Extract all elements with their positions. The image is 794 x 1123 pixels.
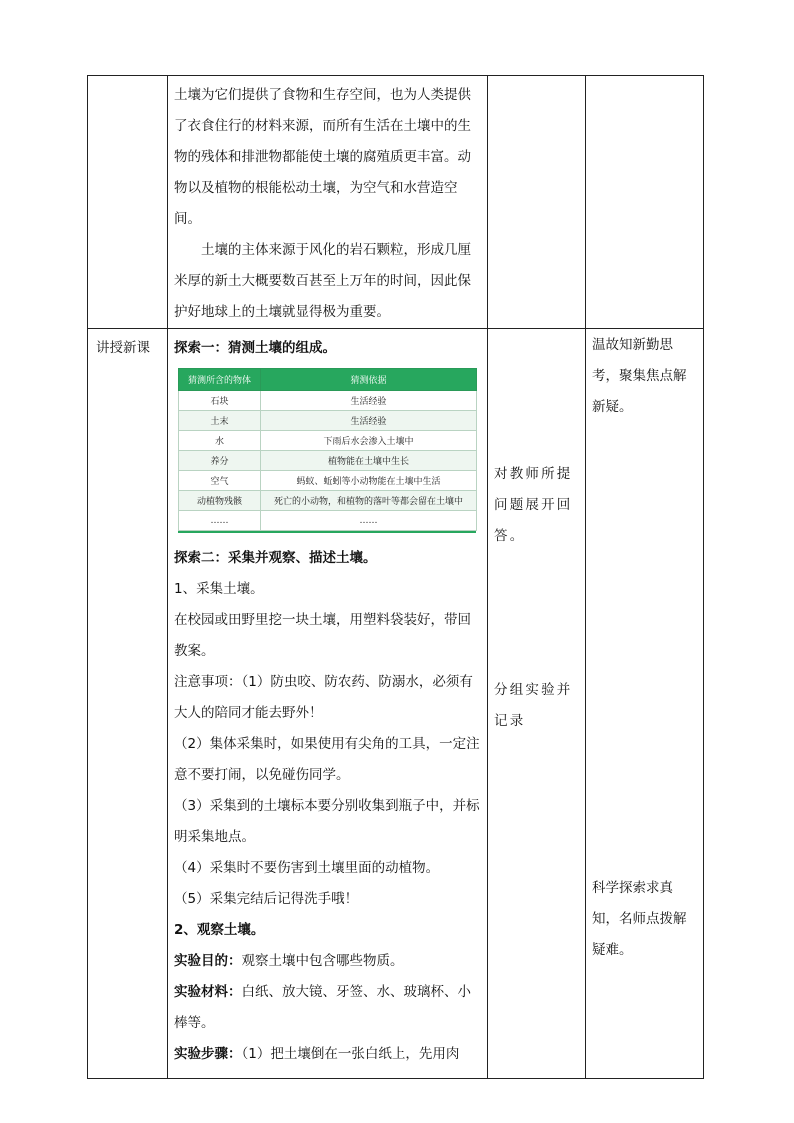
guess-item: 石块 xyxy=(179,391,261,411)
guess-item: 养分 xyxy=(179,451,261,471)
note-item: （2）集体采集时，如果使用有尖角的工具，一定注意不要打闹，以免碰伤同学。 xyxy=(174,736,480,783)
guess-table-row xyxy=(179,431,477,451)
paragraph: 土壤为它们提供了食物和生存空间，也为人类提供了衣食住行的材料来源，而所有生活在土壤中的生物的残体和排泄物都能使土壤的腐殖质更丰富。动物以及植物的根能松动土壤，为空气和水营造空间。 xyxy=(174,87,471,227)
guess-item: 土末 xyxy=(179,411,261,431)
guess-item: 空气 xyxy=(179,471,261,491)
guess-basis: 生活经验 xyxy=(261,411,477,431)
collect-text: 在校园或田野里挖一块土壤，用塑料袋装好，带回教案。 xyxy=(174,612,471,659)
student-activity-1: 对教师所提问题展开回答。 xyxy=(494,466,573,544)
guess-basis: 下雨后水会渗入土壤中 xyxy=(261,431,477,451)
lesson-plan-table xyxy=(87,75,704,1079)
steps-line xyxy=(174,1039,481,1070)
notes-text: 注意事项：（1）防虫咬、防农药、防溺水，必须有大人的陪同才能去野外！ xyxy=(174,674,473,721)
row1-activity-cell xyxy=(488,76,586,329)
design-intent-cell xyxy=(586,329,704,1079)
main-content-cell xyxy=(168,329,488,1079)
row1-label-cell xyxy=(88,76,168,329)
purpose-text: 观察土壤中包含哪些物质。 xyxy=(241,953,404,969)
guess-basis: …… xyxy=(261,511,477,531)
materials-line xyxy=(174,977,481,1039)
guess-table-row xyxy=(179,391,477,411)
materials-label: 实验材料： xyxy=(174,984,242,1000)
guess-basis: 死亡的小动物，和植物的落叶等都会留在土壤中 xyxy=(261,491,477,511)
guess-basis: 生活经验 xyxy=(261,391,477,411)
note-item: （3）采集到的土壤标本要分别收集到瓶子中，并标明采集地点。 xyxy=(174,798,480,845)
guess-table-row xyxy=(179,451,477,471)
guess-table-header-row xyxy=(179,369,477,391)
guess-table-header: 猜测依据 xyxy=(261,369,477,391)
guess-table-row xyxy=(179,411,477,431)
guess-item: 动植物残骸 xyxy=(179,491,261,511)
materials-text: 白纸、放大镜、牙签、水、玻璃杯、小棒等。 xyxy=(174,984,471,1031)
guess-table-row xyxy=(179,471,477,491)
explore1-title: 探索一：猜测土壤的组成。 xyxy=(174,340,336,356)
row1-intent-cell xyxy=(586,76,704,329)
note-item: （5）采集完结后记得洗手哦！ xyxy=(174,891,359,907)
steps-label: 实验步骤： xyxy=(174,1046,242,1062)
guess-table xyxy=(178,368,477,531)
observe-title: 2、观察土壤。 xyxy=(174,922,265,938)
guess-item: 水 xyxy=(179,431,261,451)
purpose-label: 实验目的： xyxy=(174,953,242,969)
guess-table-figure xyxy=(178,368,476,533)
collect-title: 1、采集土壤。 xyxy=(174,581,264,597)
guess-table-row xyxy=(179,491,477,511)
section-label-cell xyxy=(88,329,168,1079)
purpose-line xyxy=(174,946,481,977)
table-row xyxy=(88,76,704,329)
guess-item: …… xyxy=(179,511,261,531)
guess-table-row xyxy=(179,511,477,531)
design-intent-1: 温故知新勤思考，聚集焦点解新疑。 xyxy=(592,337,687,415)
steps-text: （1）把土壤倒在一张白纸上，先用肉 xyxy=(241,1046,460,1062)
note-item: （4）采集时不要伤害到土壤里面的动植物。 xyxy=(174,860,440,876)
explore2-title: 探索二：采集并观察、描述土壤。 xyxy=(174,550,377,566)
guess-table-header: 猜测所含的物体 xyxy=(179,369,261,391)
guess-basis: 植物能在土壤中生长 xyxy=(261,451,477,471)
student-activity-cell xyxy=(488,329,586,1079)
table-row xyxy=(88,329,704,1079)
guess-basis: 蚂蚁、蚯蚓等小动物能在土壤中生活 xyxy=(261,471,477,491)
row1-content-cell xyxy=(168,76,488,329)
design-intent-2: 科学探索求真知，名师点拨解疑难。 xyxy=(592,880,687,958)
paragraph: 土壤的主体来源于风化的岩石颗粒，形成几厘米厚的新土大概要数百甚至上万年的时间，因此保护好地球上的土壤就显得极为重要。 xyxy=(174,242,471,320)
section-label: 讲授新课 xyxy=(96,340,150,356)
student-activity-2: 分组实验并记录 xyxy=(494,682,573,729)
